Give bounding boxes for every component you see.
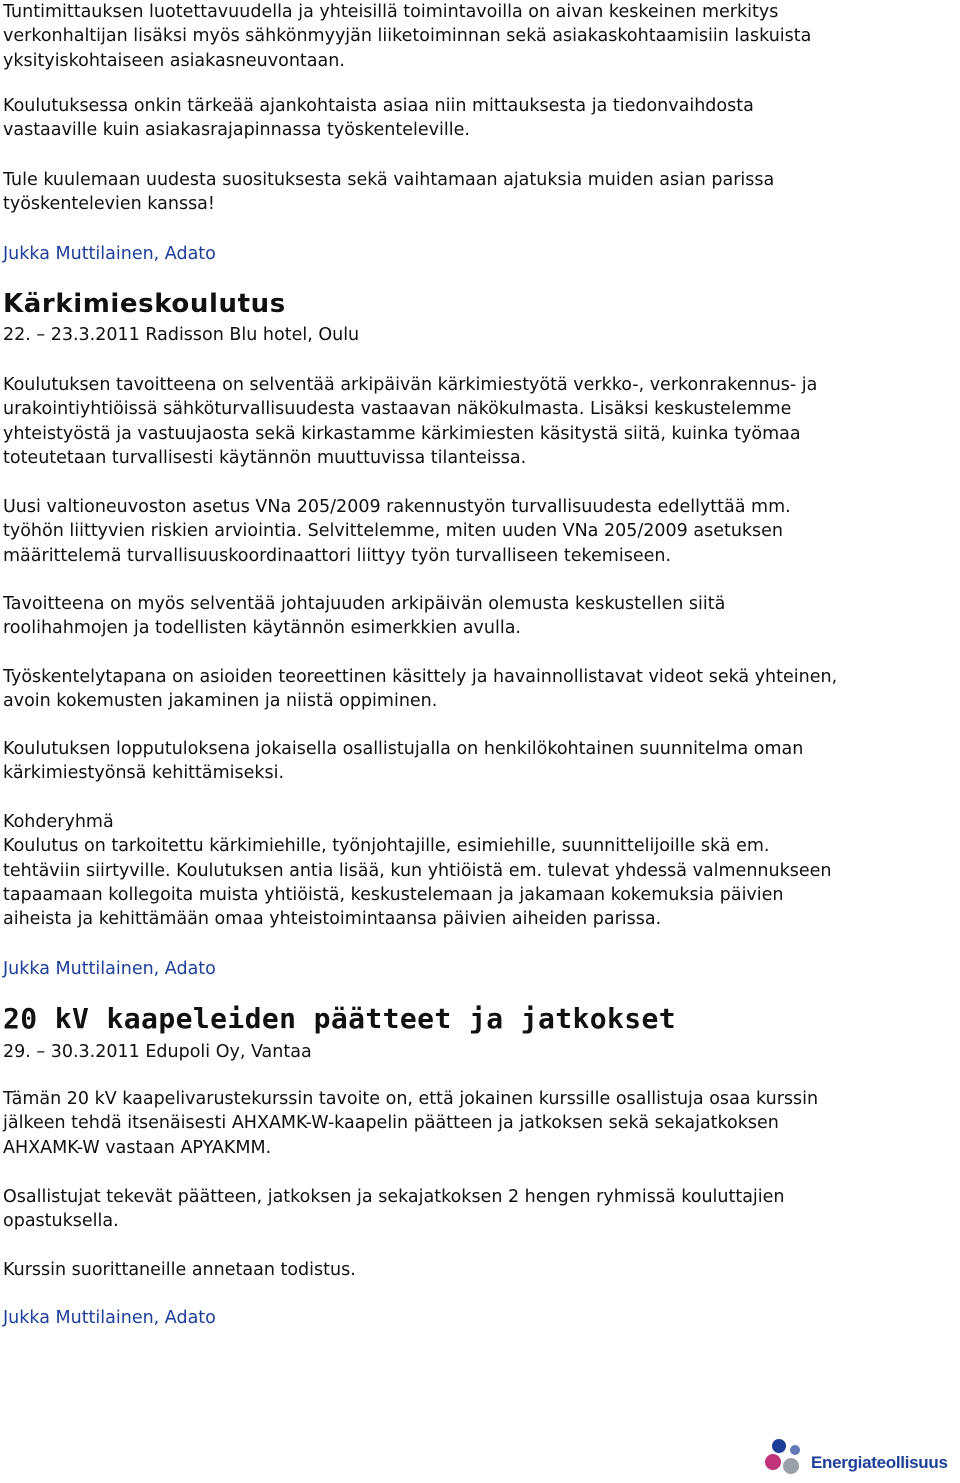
text-line: roolihahmojen ja todellisten käytännön esimerkkien avulla. (3, 618, 521, 639)
energiateollisuus-logo-icon (763, 1436, 809, 1478)
leadership-paragraph (3, 592, 958, 641)
text-line: Koulutuksen tavoitteena on selventää arkipäivän kärkimiestyötä verkko-, verkonrakennus- ja (3, 375, 818, 395)
text-line: Tule kuulemaan uudesta suosituksesta sekä vaihtamaan ajatuksia muiden asian parissa (3, 170, 775, 190)
course-title-karkimies: Kärkimieskoulutus (3, 289, 286, 319)
course-date-place: 22. – 23.3.2011 Radisson Blu hotel, Oulu (3, 325, 360, 345)
text-line: työhön liittyvien riskien arviointia. Selvittelemme, miten uuden VNa 205/2009 asetuksen (3, 521, 784, 542)
course-goal-paragraph (3, 373, 958, 470)
text-line: opastuksella. (3, 1211, 119, 1232)
text-line: AHXAMK-W vastaan APYAKMM. (3, 1137, 272, 1158)
text-line: jälkeen tehdä itsenäisesti AHXAMK-W-kaapelin päätteen ja jatkoksen sekä sekajatkoksen (3, 1113, 779, 1134)
logo-wordmark: Energiateollisuus (811, 1453, 948, 1472)
text-line: tapaamaan kollegoita muista yhtiöistä, keskustelemaan ja jakamaan kokemuksia päivien (3, 884, 784, 905)
text-line: Kurssin suorittaneille annetaan todistus. (3, 1260, 356, 1280)
cable-goal-paragraph (3, 1087, 958, 1160)
text-line: tehtäviin siirtyville. Koulutuksen antia lisää, kun yhtiöistä em. tulevat yhdessä valmennukseen (3, 860, 832, 881)
text-line: yhteistyöstä ja vastuujaosta sekä kirkastamme kärkimiesten käsitystä siitä, kuinka työmaa (3, 423, 801, 444)
text-line: toteutetaan turvallisesti käytännön muuttuvissa tilanteissa. (3, 447, 527, 468)
certificate-paragraph (3, 1258, 958, 1282)
text-line: Koulutus on tarkoitettu kärkimiehille, työnjohtajille, esimiehille, suunnittelijoille skä em. (3, 836, 770, 857)
text-line: avoin kokemusten jakaminen ja niistä oppiminen. (3, 691, 438, 712)
text-line: verkonhaltijan lisäksi myös sähkönmyyjän liiketoiminnan sekä asiakaskohtaamisiin laskuista (3, 26, 812, 47)
author-signature: Jukka Muttilainen, Adato (3, 244, 216, 264)
author-signature: Jukka Muttilainen, Adato (3, 1308, 216, 1328)
text-line: Tämän 20 kV kaapelivarustekurssin tavoite on, että jokainen kurssille osallistuja osaa kurssin (3, 1089, 819, 1109)
energiateollisuus-logo (763, 1436, 957, 1478)
regulation-paragraph (3, 495, 958, 568)
invitation-paragraph (3, 168, 958, 217)
text-line: Koulutuksen lopputuloksena jokaisella osallistujalla on henkilökohtainen suunnitelma oman (3, 739, 804, 759)
cable-participants-paragraph (3, 1185, 958, 1234)
text-line: Työskentelytapana on asioiden teoreettinen käsittely ja havainnollistavat videot sekä yhteinen, (3, 667, 838, 687)
outcome-paragraph (3, 737, 958, 786)
target-group-heading: Kohderyhmä (3, 812, 114, 832)
text-line: kärkimiestyönsä kehittämiseksi. (3, 763, 285, 784)
course-date-place: 29. – 30.3.2011 Edupoli Oy, Vantaa (3, 1042, 312, 1062)
author-signature: Jukka Muttilainen, Adato (3, 959, 216, 979)
intro-paragraph (3, 0, 958, 73)
text-line: Tuntimittauksen luotettavuudella ja yhteisillä toimintavoilla on aivan keskeinen merkitys (3, 2, 779, 22)
method-paragraph (3, 665, 958, 714)
text-line: työskentelevien kanssa! (3, 194, 215, 215)
text-line: aiheista ja kehittämään omaa yhteistoimintaansa päivien aiheiden parissa. (3, 909, 662, 930)
target-group-section (3, 810, 958, 931)
text-line: Osallistujat tekevät päätteen, jatkoksen ja sekajatkoksen 2 hengen ryhmissä kouluttajien (3, 1187, 785, 1207)
text-line: urakointiyhtiöissä sähköturvallisuudesta vastaavan näkökulmasta. Lisäksi keskustelemme (3, 399, 792, 420)
text-line: Uusi valtioneuvoston asetus VNa 205/2009 rakennustyön turvallisuudesta edellyttää mm. (3, 497, 791, 517)
text-line: vastaaville kuin asiakasrajapinnassa työskenteleville. (3, 120, 470, 141)
text-line: Tavoitteena on myös selventää johtajuuden arkipäivän olemusta keskustellen siitä (3, 594, 726, 614)
course-title-cable: 20 kV kaapeleiden päätteet ja jatkokset (3, 1002, 677, 1035)
text-line: määrittelemä turvallisuuskoordinaattori liittyy työn turvalliseen tekemiseen. (3, 545, 672, 566)
training-importance-paragraph (3, 94, 958, 143)
text-line: Koulutuksessa onkin tärkeää ajankohtaista asiaa niin mittauksesta ja tiedonvaihdosta (3, 96, 754, 116)
text-line: yksityiskohtaiseen asiakasneuvontaan. (3, 50, 345, 71)
